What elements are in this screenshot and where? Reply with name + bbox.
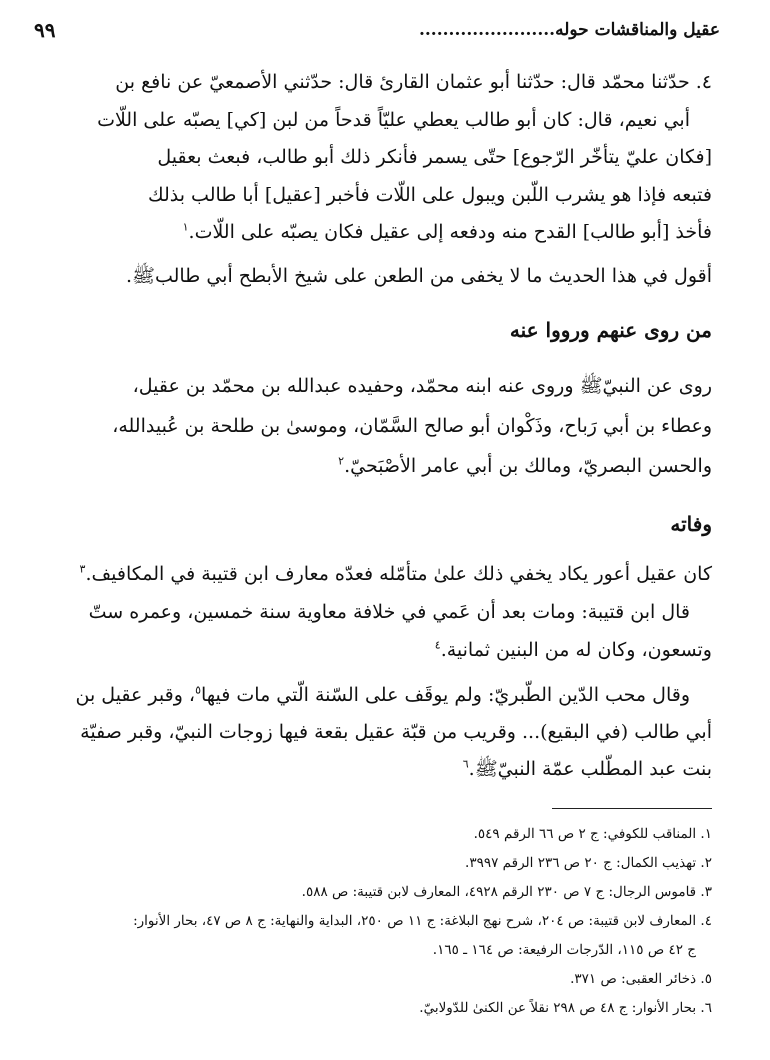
footnote-item: ٢. تهذيب الكمال: ج ٢٠ ص ٢٣٦ الرقم ٣٩٩٧.: [465, 855, 712, 871]
footnote-ref[interactable]: ٦: [462, 757, 469, 771]
hadith-paragraph: [52, 64, 712, 252]
footnote-item: ١. المناقب للكوفي: ج ٢ ص ٦٦ الرقم ٥٤٩.: [473, 826, 712, 842]
footnote-ref[interactable]: ٢: [338, 454, 345, 468]
page-header: [34, 18, 720, 46]
section-heading-narrators: من روى عنهم ورووا عنه: [509, 318, 712, 342]
footnotes-list: [42, 820, 712, 1023]
running-title: عقيل والمناقشات حوله.......................: [418, 20, 720, 40]
author-comment: أقول في هذا الحديث ما لا يخفى من الطعن على شيخ الأبطح أبي طالبﷺ.: [125, 265, 712, 287]
death-paragraph-1: كان عقيل أعور يكاد يخفي ذلك علىٰ متأمّله فعدّه معارف ابن قتيبة في المكافيف.$^٣$: [79, 562, 712, 585]
hadith-line: أبي نعيم، قال: كان أبو طالب يعطي عليّاً قدحاً من لبن [كي] يصبّه على اللّات: [97, 108, 690, 131]
footnote-item: ٦. بحار الأنوار: ج ٤٨ ص ٢٩٨ نقلاً عن الكنىٰ للدّولابيّ.: [419, 1000, 712, 1016]
footnote-ref[interactable]: ٤: [434, 638, 441, 652]
hadith-line: فتبعه فإذا هو يشرب اللّبن ويبول على اللّات فأخبر [عقيل] أبا طالب بذلك: [147, 183, 712, 206]
footnote-ref[interactable]: ٥: [195, 683, 201, 697]
honorific-glyph: ﷺ: [131, 265, 155, 287]
hadith-line: ٤. حدّثنا محمّد قال: حدّثنا أبو عثمان القارئ قال: حدّثني الأصمعيّ عن نافع بن: [115, 71, 712, 93]
hadith-line: [فكان عليّ يتأخّر الرّجوع] حتّى يسمر فأنكر ذلك أبو طالب، فبعث بعقيل: [157, 146, 712, 168]
death-paragraph-3: وقال محب الدّين الطّبريّ: ولم يوقَف على السّنة الّتي مات فيها$^٥$، وقبر عقيل بن أبي طالب (في البقيع)... وقريب من قبّة عقيل بقعة فيها زوجات النبيّ، وقبر صفيّة بنت عبد المطّلب عمّة النبيّﷺ.$^٦$: [75, 683, 712, 780]
footnote-item-continued: ج ٤٢ ص ١١٥، الدّرجات الرفيعة: ص ١٦٤ ـ ١٦٥.: [432, 942, 696, 958]
footnote-divider: [552, 808, 712, 809]
page-number: ٩٩: [34, 18, 56, 42]
footnote-item: ٥. ذخائر العقبى: ص ٣٧١.: [570, 971, 712, 987]
section-heading-death: وفاته: [670, 512, 712, 536]
footnote-ref[interactable]: ٣: [79, 562, 86, 576]
death-paragraph-2: قال ابن قتيبة: ومات بعد أن عَمي في خلافة معاوية سنة خمسين، وعمره ستّ وتسعون، وكان له من البنين ثمانية.$^٤$: [88, 601, 712, 661]
footnote-item: ٤. المعارف لابن قتيبة: ص ٢٠٤، شرح نهج البلاغة: ج ١١ ص ٢٥٠، البداية والنهاية: ج ٨ ص ٤٧، بحار الأنوار:: [133, 913, 712, 929]
hadith-line: فأخذ [أبو طالب] القدح منه ودفعه إلى عقيل فكان يصبّه على اللّات.: [188, 221, 712, 243]
footnote-item: ٣. قاموس الرجال: ج ٧ ص ٢٣٠ الرقم ٤٩٢٨، المعارف لابن قتيبة: ص ٥٨٨.: [301, 884, 712, 900]
narrators-paragraph: روى عن النبيّﷺ وروى عنه ابنه محمّد، وحفيده عبدالله بن محمّد بن عقيل، وعطاء بن أبي رَباح، وذَكْوان أبو صالح السَّمّان، وموسىٰ بن طلحة بن عُبيدالله، والحسن البصريّ، ومالك بن أبي عامر الأصْبَحيّ.$^٢$: [112, 375, 712, 477]
footnote-ref[interactable]: ١: [182, 220, 189, 234]
